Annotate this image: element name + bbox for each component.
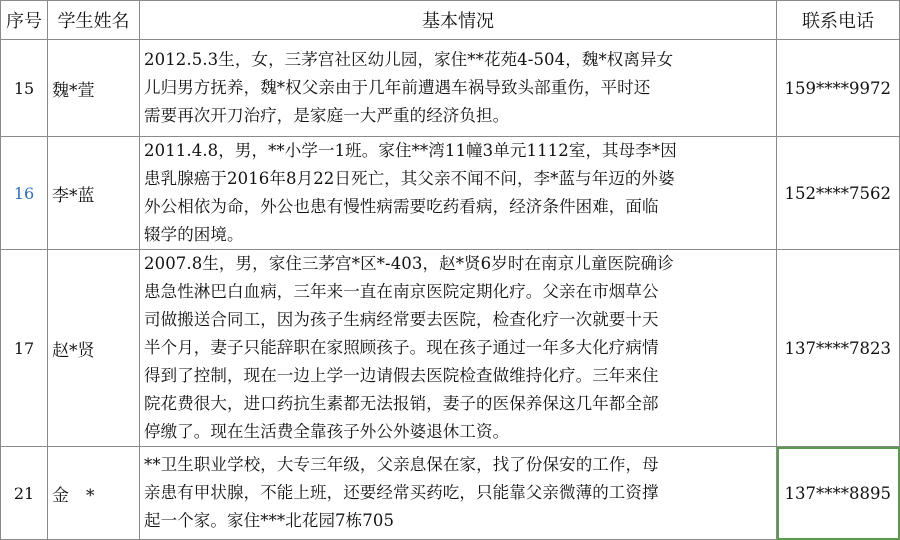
header-row	[1, 1, 900, 40]
info-line: 儿归男方抚养，魏*权父亲由于几年前遭遇车祸导致头部重伤，平时还	[144, 78, 651, 97]
student-name-cell[interactable]: 李*蓝	[48, 137, 140, 250]
phone-cell[interactable]: 152****7562	[777, 137, 900, 250]
student-name-cell[interactable]: 赵*贤	[48, 250, 140, 447]
phone-cell[interactable]: 137****7823	[777, 250, 900, 447]
info-line: 外公相依为命，外公也患有慢性病需要吃药看病，经济条件困难，面临	[144, 197, 659, 216]
info-line: 2012.5.3生，女，三茅宫社区幼儿园，家住**花苑4-504，魏*权离异女	[144, 50, 674, 69]
header-name[interactable]: 学生姓名	[48, 1, 140, 40]
info-line: 2011.4.8，男，**小学一1班。家住**湾11幢3单元1112室，其母李*因	[144, 141, 677, 160]
info-cell[interactable]	[140, 447, 777, 540]
info-cell[interactable]	[140, 137, 777, 250]
info-line: 停缴了。现在生活费全靠孩子外公外婆退休工资。	[144, 422, 510, 441]
info-line: 需要再次开刀治疗，是家庭一大严重的经济负担。	[144, 106, 510, 125]
info-line: 患急性淋巴白血病，三年来一直在南京医院定期化疗。父亲在市烟草公	[144, 282, 659, 301]
info-cell[interactable]	[140, 250, 777, 447]
info-line: 患乳腺癌于2016年8月22日死亡，其父亲不闻不问，李*蓝与年迈的外婆	[144, 169, 675, 188]
table-row	[1, 447, 900, 540]
table-row	[1, 137, 900, 250]
info-line: 2007.8生，男，家住三茅宫*区*-403，赵*贤6岁时在南京儿童医院确诊	[144, 254, 674, 273]
info-line: 亲患有甲状腺，不能上班，还要经常买药吃，只能靠父亲微薄的工资撑	[144, 483, 659, 502]
table-row	[1, 250, 900, 447]
info-line: 院花费很大，进口药抗生素都无法报销，妻子的医保养保这几年都全部	[144, 394, 659, 413]
info-line: 半个月，妻子只能辞职在家照顾孩子。现在孩子通过一年多大化疗病情	[144, 338, 659, 357]
header-phone[interactable]: 联系电话	[777, 1, 900, 40]
phone-cell[interactable]: 159****9972	[777, 40, 900, 137]
table-row	[1, 40, 900, 137]
row-index-cell[interactable]: 15	[1, 40, 48, 137]
student-name-cell[interactable]: 金 *	[48, 447, 140, 540]
info-line: 司做搬送合同工，因为孩子生病经常要去医院，检查化疗一次就要十天	[144, 310, 659, 329]
info-line: 得到了控制，现在一边上学一边请假去医院检查做维持化疗。三年来住	[144, 366, 659, 385]
info-cell[interactable]	[140, 40, 777, 137]
info-line: **卫生职业学校，大专三年级，父亲息保在家，找了份保安的工作，母	[144, 455, 659, 474]
row-index-cell[interactable]: 21	[1, 447, 48, 540]
student-name-cell[interactable]: 魏*萱	[48, 40, 140, 137]
header-info[interactable]: 基本情况	[140, 1, 777, 40]
header-index[interactable]: 序号	[1, 1, 48, 40]
info-line: 起一个家。家住***北花园7栋705	[144, 511, 395, 530]
info-line: 辍学的困境。	[144, 225, 244, 244]
row-index-cell[interactable]: 16	[1, 137, 48, 250]
phone-cell-selected[interactable]: 137****8895	[777, 447, 900, 540]
row-index-cell[interactable]: 17	[1, 250, 48, 447]
